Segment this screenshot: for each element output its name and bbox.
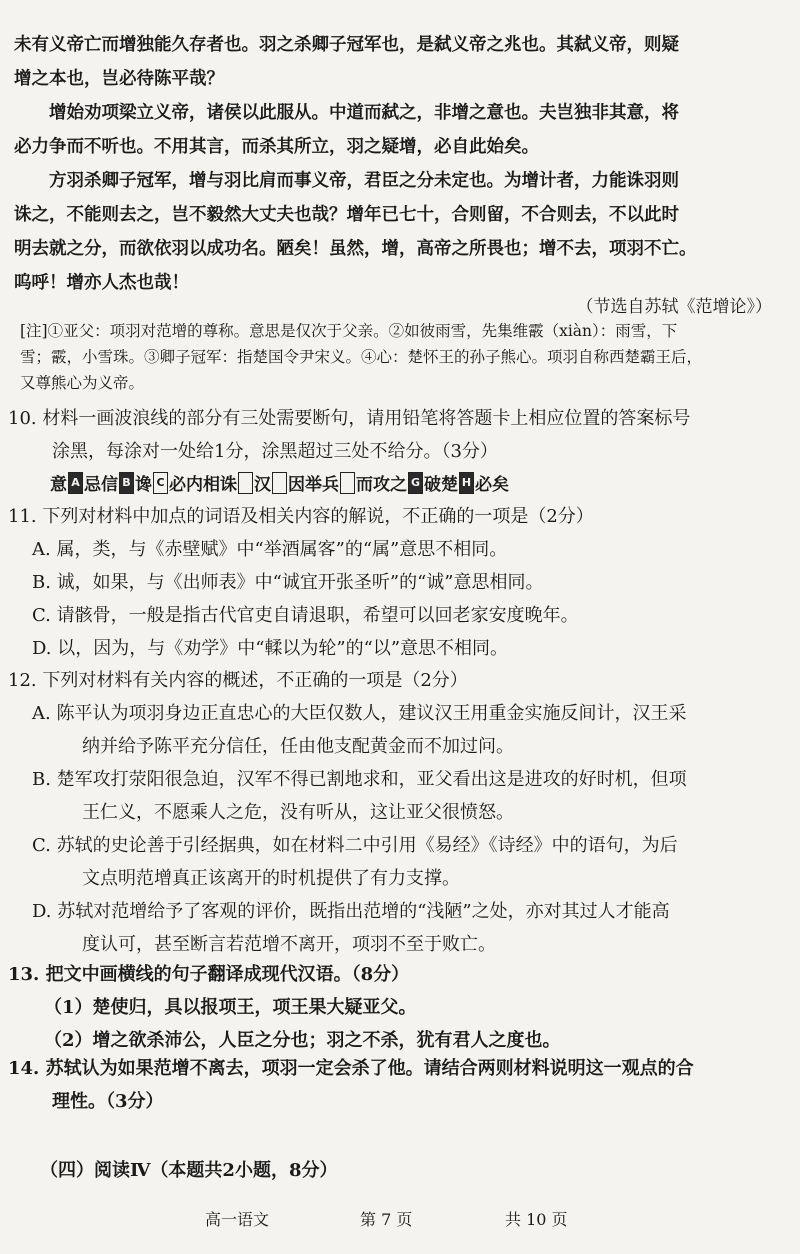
passage-line: 未有义帝亡而增独能久存者也。羽之杀卿子冠军也，是弑义帝之兆也。其弑义帝，则疑 — [14, 35, 679, 55]
answer-box-h[interactable]: H — [459, 472, 474, 494]
passage-line: 增之本也，岂必待陈平哉？ — [14, 69, 224, 89]
passage-material-two — [14, 28, 784, 300]
text-segment: 而攻之 — [356, 475, 407, 495]
passage-line: 诛之，不能则去之，岂不毅然大丈夫也哉？增年已七十，合则留，不合则去，不以此时 — [14, 205, 679, 225]
option-b-cont: 王仁义，不愿乘人之危，没有听从，这让亚父很愤怒。 — [82, 802, 514, 823]
text-segment: 忌信 — [84, 475, 118, 495]
answer-box-e[interactable] — [272, 472, 287, 494]
question-stem: 13. 把文中画横线的句子翻译成现代汉语。（8分） — [8, 964, 410, 985]
answer-box-g[interactable]: G — [408, 472, 423, 494]
question-14 — [8, 1052, 784, 1118]
option-d: D. 苏轼对范增给予了客观的评价，既指出范增的“浅陋”之处，亦对其过人才能高 — [32, 901, 670, 922]
question-stem: 12. 下列对材料有关内容的概述，不正确的一项是（2分） — [8, 670, 468, 691]
passage-line: 增始劝项梁立义帝，诸侯以此服从。中道而弑之，非增之意也。夫岂独非其意，将 — [49, 103, 679, 123]
question-stem: 涂黑，每涂对一处给1分，涂黑超过三处不给分。（3分） — [52, 441, 498, 462]
question-stem: 11. 下列对材料中加点的词语及相关内容的解说，不正确的一项是（2分） — [8, 506, 594, 527]
passage-line: 方羽杀卿子冠军，增与羽比肩而事义帝，君臣之分未定也。为增计者，力能诛羽则 — [49, 171, 679, 191]
answer-box-d[interactable] — [238, 472, 253, 494]
option-d-cont: 度认可，甚至断言若范增不离开，项羽不至于败亡。 — [82, 934, 496, 955]
translation-sentence-1: （1）楚使归，具以报项王，项王果大疑亚父。 — [44, 997, 417, 1018]
note-line: 雪；霰，小雪珠。③卿子冠军：指楚国令尹宋义。④心：楚怀王的孙子熊心。项羽自称西楚霸王后， — [20, 348, 703, 366]
note-line: [注]①亚父：项羽对范增的尊称。意思是仅次于父亲。②如彼雨雪，先集维霰（xiàn）：雨雪，下 — [20, 322, 678, 340]
question-12 — [8, 664, 784, 961]
answer-box-c[interactable]: C — [153, 472, 168, 494]
question-11 — [8, 500, 784, 665]
passage-source: （节选自苏轼《范增论》） — [576, 297, 772, 317]
passage-line: 呜呼！增亦人杰也哉！ — [14, 273, 189, 293]
text-segment: 必矣 — [475, 475, 509, 495]
option-d: D. 以，因为，与《劝学》中“輮以为轮”的“以”意思不相同。 — [32, 638, 509, 659]
translation-sentence-2: （2）增之欲杀沛公，人臣之分也；羽之不杀，犹有君人之度也。 — [44, 1030, 561, 1051]
question-stem: 10. 材料一画波浪线的部分有三处需要断句，请用铅笔将答题卡上相应位置的答案标号 — [8, 408, 691, 429]
answer-box-f[interactable] — [340, 472, 355, 494]
option-c: C. 请骸骨，一般是指古代官吏自请退职，希望可以回老家安度晚年。 — [32, 605, 579, 626]
option-c: C. 苏轼的史论善于引经据典，如在材料二中引用《易经》《诗经》中的语句，为后 — [32, 835, 678, 856]
footer-subject: 高一语文 — [205, 1210, 270, 1229]
question-stem: 14. 苏轼认为如果范增不离去，项羽一定会杀了他。请结合两则材料说明这一观点的合 — [8, 1058, 694, 1079]
option-b: B. 楚军攻打荥阳很急迫，汉军不得已割地求和，亚父看出这是进攻的好时机，但项 — [32, 769, 687, 790]
answer-box-b[interactable]: B — [119, 472, 134, 494]
section-heading: （四）阅读Ⅳ（本题共2小题，8分） — [40, 1160, 338, 1181]
question-13 — [8, 958, 784, 1057]
footer-total-pages: 共 10 页 — [505, 1210, 568, 1229]
text-segment: 汉 — [254, 475, 271, 495]
text-segment: 谗 — [135, 475, 152, 495]
option-a-cont: 纳并给予陈平充分信任，任由他支配黄金而不加过问。 — [82, 736, 514, 757]
option-c-cont: 文点明范增真正该离开的时机提供了有力支撑。 — [82, 868, 460, 889]
punctuation-answer-row — [50, 470, 509, 495]
question-10 — [8, 402, 784, 468]
option-a: A. 属，类，与《赤壁赋》中“举酒属客”的“属”意思不相同。 — [32, 539, 508, 560]
note-line: 又尊熊心为义帝。 — [20, 374, 145, 392]
option-b: B. 诚，如果，与《出师表》中“诚宜开张圣听”的“诚”意思相同。 — [32, 572, 544, 593]
question-stem: 理性。（3分） — [52, 1091, 164, 1112]
answer-box-a[interactable]: A — [68, 472, 83, 494]
annotation-note — [20, 318, 782, 396]
text-segment: 因举兵 — [288, 475, 339, 495]
passage-line: 必力争而不听也。不用其言，而杀其所立，羽之疑增，必自此始矣。 — [14, 137, 539, 157]
footer-page-number: 第 7 页 — [360, 1210, 413, 1229]
text-segment: 破楚 — [424, 475, 458, 495]
text-segment: 必内相诛 — [169, 475, 237, 495]
option-a: A. 陈平认为项羽身边正直忠心的大臣仅数人，建议汉王用重金实施反间计，汉王采 — [32, 703, 687, 724]
text-segment: 意 — [50, 475, 67, 495]
passage-line: 明去就之分，而欲依羽以成功名。陋矣！虽然，增，高帝之所畏也；增不去，项羽不亡。 — [14, 239, 697, 259]
